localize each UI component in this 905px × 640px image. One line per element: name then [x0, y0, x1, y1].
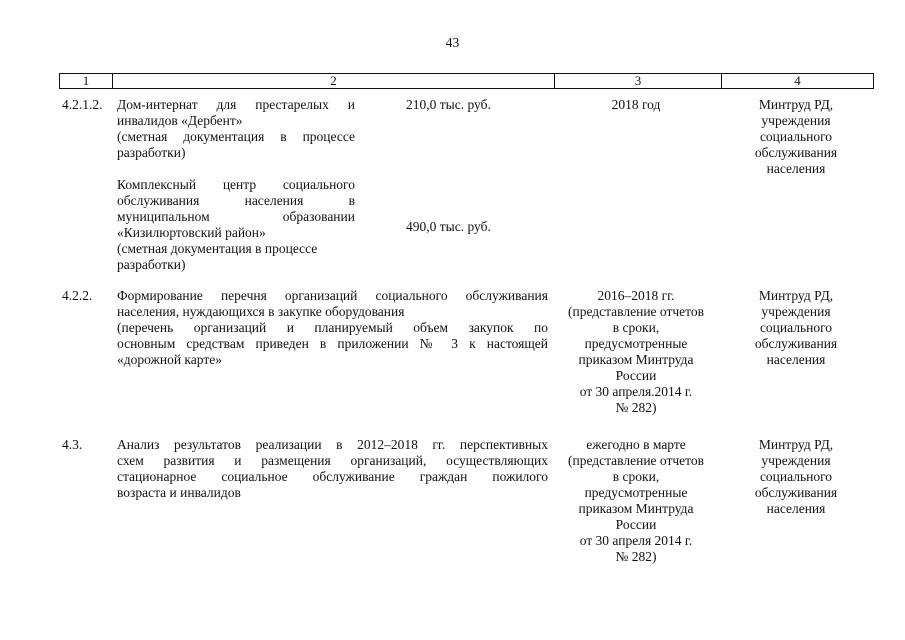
item-amount: 210,0 тыс. руб. [406, 97, 491, 112]
row-number: 4.2.2. [62, 288, 93, 303]
item-description: Формирование перечня организаций социального обслуживания населения, нуждающихся в закупке оборудования (перечень организаций и планируемый объем закупок по основным средствам приведен в приложении № 3 к настоящей «дорожной карте» [117, 288, 548, 367]
item-description: Дом-интернат для престарелых и инвалидов «Дербент» (сметная документация в процессе разработки) [117, 97, 355, 160]
item-amount: 490,0 тыс. руб. [406, 219, 491, 234]
item-description: Комплексный центр социального обслуживания населения в муниципальном образовании «Кизилюртовский район» (сметная документация в процессе разработки) [117, 177, 355, 272]
row-number: 4.3. [62, 437, 83, 452]
deadline: 2016–2018 гг. (представление отчетов в сроки, предусмотренные приказом Минтруда России от 30 апреля.2014 г. № 282) [567, 288, 705, 415]
column-number-1: 1 [60, 74, 113, 88]
item-description: Анализ результатов реализации в 2012–2018 гг. перспективных схем развития и размещения организаций, осуществляющих стационарное социальное обслуживание граждан пожилого возраста и инвалидов [117, 437, 548, 500]
responsible: Минтруд РД, учреждения социального обслуживания населения [754, 288, 838, 367]
table-header-row [59, 73, 874, 89]
deadline: ежегодно в марте (представление отчетов в сроки, предусмотренные приказом Минтруда России от 30 апреля 2014 г. № 282) [567, 437, 705, 564]
row-number: 4.2.1.2. [62, 97, 103, 112]
column-number-4: 4 [794, 73, 801, 88]
page-number: 43 [445, 35, 460, 50]
column-number-2: 2 [113, 74, 555, 88]
deadline: 2018 год [611, 97, 661, 112]
responsible: Минтруд РД, учреждения социального обслуживания населения [754, 97, 838, 176]
responsible: Минтруд РД, учреждения социального обслуживания населения [754, 437, 838, 516]
column-number-3: 3 [555, 74, 722, 88]
